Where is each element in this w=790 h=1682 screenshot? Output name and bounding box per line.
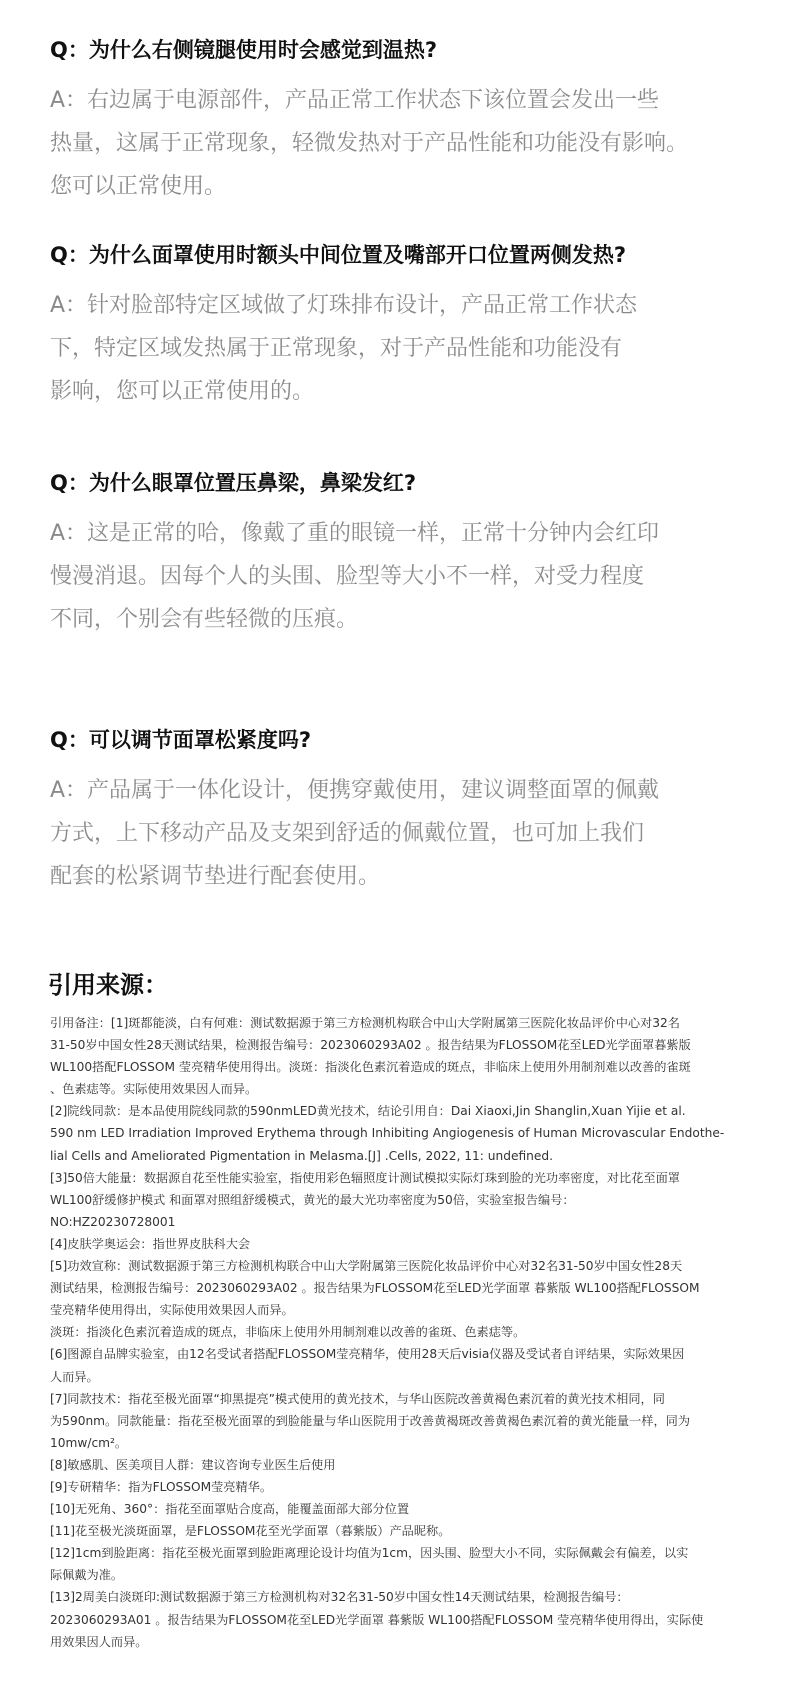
reference-line: [3]50倍大能量：数据源自花至性能实验室，指使用彩色辐照度计测试模拟实际灯珠到脸的光功率密度，对比花至面罩 — [50, 1170, 680, 1185]
reference-line: lial Cells and Ameliorated Pigmentation in Melasma.[J] .Cells, 2022, 11: undefined. — [50, 1148, 553, 1163]
faq-question: Q：为什么面罩使用时额头中间位置及嘴部开口位置两侧发热? — [50, 243, 627, 267]
reference-line: [12]1cm到脸距离：指花至极光面罩到脸距离理论设计均值为1cm，因头围、脸型大小不同，实际佩戴会有偏差，以实 — [50, 1546, 689, 1561]
references-title: 引用来源： — [48, 971, 168, 999]
reference-line: 用效果因人而异。 — [50, 1634, 148, 1649]
answer-line: 热量，这属于正常现象，轻微发热对于产品性能和功能没有影响。 — [50, 131, 689, 156]
reference-line: [10]无死角、360°：指花至面罩贴合度高，能覆盖面部大部分位置 — [50, 1502, 410, 1517]
references-list — [50, 1012, 750, 1653]
reference-line: 际佩戴为准。 — [50, 1568, 124, 1583]
answer-line: 影响，您可以正常使用的。 — [50, 379, 315, 404]
faq-answer — [50, 79, 750, 208]
answer-line: A：针对脸部特定区域做了灯珠排布设计，产品正常工作状态 — [50, 293, 638, 318]
reference-line: [7]同款技术：指花至极光面罩“抑黑提亮”模式使用的黄光技术，与华山医院改善黄褐色素沉着的黄光技术相同，同 — [50, 1391, 665, 1406]
answer-line: 方式，上下移动产品及支架到舒适的佩戴位置，也可加上我们 — [50, 821, 645, 846]
reference-line: 2023060293A01 。报告结果为FLOSSOM花至LED光学面罩 暮紫版 WL100搭配FLOSSOM 莹亮精华使用得出，实际使 — [50, 1612, 704, 1627]
answer-line: A：这是正常的哈，像戴了重的眼镜一样，正常十分钟内会红印 — [50, 521, 660, 546]
answer-line: A：右边属于电源部件，产品正常工作状态下该位置会发出一些 — [50, 88, 660, 113]
reference-line: [11]花至极光淡斑面罩，是FLOSSOM花至光学面罩（暮紫版）产品昵称。 — [50, 1524, 451, 1539]
reference-line: 10mw/cm²。 — [50, 1435, 128, 1450]
answer-line: 不同，个别会有些轻微的压痕。 — [50, 607, 359, 632]
reference-line: [8]敏感肌、医美项目人群：建议咨询专业医生后使用 — [50, 1457, 336, 1472]
faq-answer — [50, 284, 750, 413]
reference-line: [6]图源自品牌实验室，由12名受试者搭配FLOSSOM莹亮精华，使用28天后visia仪器及受试者自评结果，实际效果因 — [50, 1347, 685, 1362]
answer-line: 慢漫消退。因每个人的头围、脸型等大小不一样，对受力程度 — [50, 564, 645, 589]
answer-line: 配套的松紧调节垫进行配套使用。 — [50, 864, 381, 889]
reference-line: WL100舒缓修护模式 和面罩对照组舒缓模式，黄光的最大光功率密度为50倍，实验室报告编号： — [50, 1192, 575, 1207]
reference-line: WL100搭配FLOSSOM 莹亮精华使用得出。淡斑：指淡化色素沉着造成的斑点，非临床上使用外用制剂难以改善的雀斑 — [50, 1060, 691, 1075]
reference-line: 590 nm LED Irradiation Improved Erythema through Inhibiting Angiogenesis of Human Microvascular Endothe- — [50, 1126, 725, 1141]
faq-question: Q：可以调节面罩松紧度吗? — [50, 728, 312, 752]
reference-line: 人而异。 — [50, 1369, 99, 1384]
reference-line: 淡斑：指淡化色素沉着造成的斑点，非临床上使用外用制剂难以改善的雀斑、色素痣等。 — [50, 1325, 526, 1340]
reference-line: [2]院线同款：是本品使用院线同款的590nmLED黄光技术，结论引用自：Dai Xiaoxi,Jin Shanglin,Xuan Yijie et al. — [50, 1104, 686, 1119]
reference-line: 为590nm。同款能量：指花至极光面罩的到脸能量与华山医院用于改善黄褐斑改善黄褐色素沉着的黄光能量一样，同为 — [50, 1413, 691, 1428]
reference-line: [4]皮肤学奥运会：指世界皮肤科大会 — [50, 1236, 251, 1251]
faq-item-4 — [50, 725, 750, 898]
answer-line: A：产品属于一体化设计，便携穿戴使用，建议调整面罩的佩戴 — [50, 778, 660, 803]
faq-item-3 — [50, 468, 750, 641]
reference-line: 、色素痣等。实际使用效果因人而异。 — [50, 1082, 258, 1097]
reference-line: [9]专研精华：指为FLOSSOM莹亮精华。 — [50, 1479, 273, 1494]
reference-line: 测试结果，检测报告编号：2023060293A02 。报告结果为FLOSSOM花至LED光学面罩 暮紫版 WL100搭配FLOSSOM — [50, 1281, 700, 1296]
reference-line: 莹亮精华使用得出，实际使用效果因人而异。 — [50, 1303, 294, 1318]
faq-item-1 — [50, 35, 750, 208]
reference-line: 引用备注：[1]斑都能淡，白有何难：测试数据源于第三方检测机构联合中山大学附属第三医院化妆品评价中心对32名 — [50, 1016, 680, 1030]
faq-question: Q：为什么眼罩位置压鼻梁，鼻梁发红? — [50, 471, 417, 495]
reference-line: 31-50岁中国女性28天测试结果，检测报告编号：2023060293A02 。报告结果为FLOSSOM花至LED光学面罩暮紫版 — [50, 1038, 691, 1053]
answer-line: 您可以正常使用。 — [50, 174, 227, 199]
reference-line: NO:HZ20230728001 — [50, 1214, 176, 1229]
answer-line: 下，特定区域发热属于正常现象，对于产品性能和功能没有 — [50, 336, 623, 361]
reference-line: [5]功效宣称：测试数据源于第三方检测机构联合中山大学附属第三医院化妆品评价中心对32名31-50岁中国女性28天 — [50, 1259, 683, 1274]
faq-question: Q：为什么右侧镜腿使用时会感觉到温热? — [50, 38, 438, 62]
reference-line: [13]2周美白淡斑印:测试数据源于第三方检测机构对32名31-50岁中国女性14天测试结果，检测报告编号： — [50, 1590, 629, 1605]
faq-answer — [50, 512, 750, 641]
faq-item-2 — [50, 240, 750, 413]
faq-answer — [50, 769, 750, 898]
